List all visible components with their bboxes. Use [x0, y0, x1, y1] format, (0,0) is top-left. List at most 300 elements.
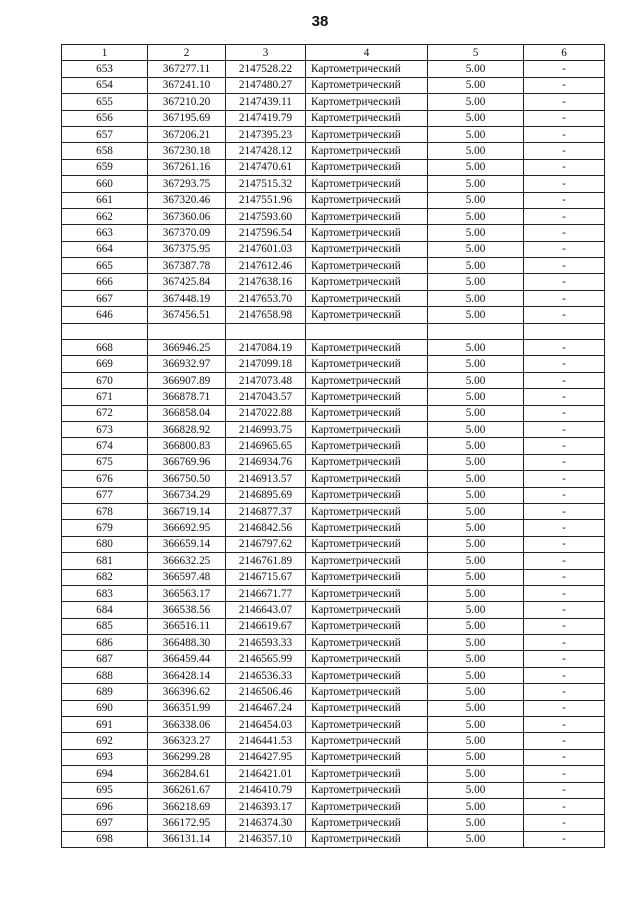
- coordinate-x-cell: 366538.56: [148, 602, 226, 618]
- note-cell: -: [524, 569, 605, 585]
- method-cell: Картометрический: [306, 618, 428, 634]
- point-number-cell: 662: [62, 208, 148, 224]
- accuracy-cell: 5.00: [428, 421, 524, 437]
- accuracy-cell: 5.00: [428, 471, 524, 487]
- coordinate-x-cell: 366488.30: [148, 635, 226, 651]
- table-row: [62, 274, 605, 290]
- accuracy-cell: 5.00: [428, 225, 524, 241]
- accuracy-cell: 5.00: [428, 667, 524, 683]
- coordinate-x-cell: 366516.11: [148, 618, 226, 634]
- accuracy-cell: 5.00: [428, 520, 524, 536]
- note-cell: -: [524, 798, 605, 814]
- coordinate-y-cell: 2146410.79: [226, 782, 306, 798]
- coordinate-y-cell: 2146913.57: [226, 471, 306, 487]
- accuracy-cell: 5.00: [428, 274, 524, 290]
- table-row: [62, 77, 605, 93]
- coordinate-x-cell: 366261.67: [148, 782, 226, 798]
- coordinate-y-cell: 2146536.33: [226, 667, 306, 683]
- point-number-cell: 685: [62, 618, 148, 634]
- accuracy-cell: 5.00: [428, 815, 524, 831]
- note-cell: -: [524, 340, 605, 356]
- accuracy-cell: 5.00: [428, 77, 524, 93]
- note-cell: -: [524, 635, 605, 651]
- table-row: [62, 110, 605, 126]
- accuracy-cell: 5.00: [428, 241, 524, 257]
- accuracy-cell: 5.00: [428, 831, 524, 847]
- note-cell: -: [524, 77, 605, 93]
- method-cell: Картометрический: [306, 176, 428, 192]
- table-row: [62, 389, 605, 405]
- table-row: [62, 405, 605, 421]
- point-number-cell: 667: [62, 290, 148, 306]
- coordinate-y-cell: 2146934.76: [226, 454, 306, 470]
- point-number-cell: 697: [62, 815, 148, 831]
- table-row: [62, 749, 605, 765]
- point-number-cell: 656: [62, 110, 148, 126]
- coordinate-x-cell: 367261.16: [148, 159, 226, 175]
- table-row: [62, 323, 605, 339]
- coordinate-y-cell: 2147428.12: [226, 143, 306, 159]
- accuracy-cell: 5.00: [428, 94, 524, 110]
- method-cell: Картометрический: [306, 208, 428, 224]
- method-cell: Картометрический: [306, 520, 428, 536]
- coordinate-x-cell: 367241.10: [148, 77, 226, 93]
- point-number-cell: 694: [62, 766, 148, 782]
- note-cell: -: [524, 192, 605, 208]
- coordinate-y-cell: 2146427.95: [226, 749, 306, 765]
- coordinate-y-cell: 2147596.54: [226, 225, 306, 241]
- point-number-cell: 670: [62, 372, 148, 388]
- accuracy-cell: 5.00: [428, 405, 524, 421]
- method-cell: Картометрический: [306, 192, 428, 208]
- accuracy-cell: 5.00: [428, 798, 524, 814]
- coordinate-y-cell: 2147395.23: [226, 126, 306, 142]
- coordinate-x-cell: 366800.83: [148, 438, 226, 454]
- note-cell: -: [524, 356, 605, 372]
- coordinate-x-cell: 367387.78: [148, 258, 226, 274]
- point-number-cell: 683: [62, 585, 148, 601]
- note-cell: -: [524, 241, 605, 257]
- note-cell: -: [524, 94, 605, 110]
- method-cell: Картометрический: [306, 143, 428, 159]
- accuracy-cell: 5.00: [428, 585, 524, 601]
- coordinate-y-cell: 2146357.10: [226, 831, 306, 847]
- accuracy-cell: 5.00: [428, 389, 524, 405]
- coordinate-x-cell: 367293.75: [148, 176, 226, 192]
- point-number-cell: 653: [62, 61, 148, 77]
- table-row: [62, 733, 605, 749]
- note-cell: -: [524, 143, 605, 159]
- coordinate-x-cell: 367448.19: [148, 290, 226, 306]
- coordinates-table: [61, 44, 605, 848]
- coordinate-y-cell: 2147551.96: [226, 192, 306, 208]
- note-cell: -: [524, 110, 605, 126]
- coordinate-y-cell: 2146643.07: [226, 602, 306, 618]
- coordinate-y-cell: 2146374.30: [226, 815, 306, 831]
- note-cell: [524, 323, 605, 339]
- coordinate-x-cell: 367360.06: [148, 208, 226, 224]
- coordinate-y-cell: [226, 323, 306, 339]
- method-cell: Картометрический: [306, 585, 428, 601]
- accuracy-cell: 5.00: [428, 340, 524, 356]
- column-header: 4: [306, 45, 428, 61]
- point-number-cell: 657: [62, 126, 148, 142]
- table-row: [62, 782, 605, 798]
- coordinate-x-cell: 366734.29: [148, 487, 226, 503]
- note-cell: -: [524, 208, 605, 224]
- coordinate-x-cell: 367210.20: [148, 94, 226, 110]
- accuracy-cell: 5.00: [428, 635, 524, 651]
- coordinate-y-cell: 2147470.61: [226, 159, 306, 175]
- accuracy-cell: 5.00: [428, 176, 524, 192]
- table-row: [62, 553, 605, 569]
- point-number-cell: 666: [62, 274, 148, 290]
- table-row: [62, 372, 605, 388]
- column-header: 3: [226, 45, 306, 61]
- table-row: [62, 766, 605, 782]
- coordinate-y-cell: 2146565.99: [226, 651, 306, 667]
- coordinate-y-cell: 2146506.46: [226, 684, 306, 700]
- table-row: [62, 159, 605, 175]
- coordinate-y-cell: 2147084.19: [226, 340, 306, 356]
- table-row: [62, 831, 605, 847]
- coordinate-x-cell: 366719.14: [148, 503, 226, 519]
- table-row: [62, 815, 605, 831]
- coordinate-x-cell: 366692.95: [148, 520, 226, 536]
- coordinate-y-cell: 2146877.37: [226, 503, 306, 519]
- table-row: [62, 225, 605, 241]
- table-body: [62, 61, 605, 848]
- coordinate-y-cell: 2146393.17: [226, 798, 306, 814]
- point-number-cell: 672: [62, 405, 148, 421]
- point-number-cell: 671: [62, 389, 148, 405]
- method-cell: Картометрический: [306, 421, 428, 437]
- note-cell: -: [524, 700, 605, 716]
- accuracy-cell: 5.00: [428, 258, 524, 274]
- method-cell: Картометрический: [306, 61, 428, 77]
- coordinate-y-cell: 2147528.22: [226, 61, 306, 77]
- column-header: 2: [148, 45, 226, 61]
- table-row: [62, 438, 605, 454]
- coordinate-y-cell: 2147073.48: [226, 372, 306, 388]
- table-row: [62, 290, 605, 306]
- table-row: [62, 798, 605, 814]
- table-row: [62, 176, 605, 192]
- coordinate-y-cell: 2147419.79: [226, 110, 306, 126]
- point-number-cell: 682: [62, 569, 148, 585]
- note-cell: -: [524, 667, 605, 683]
- note-cell: -: [524, 405, 605, 421]
- accuracy-cell: 5.00: [428, 356, 524, 372]
- note-cell: -: [524, 159, 605, 175]
- note-cell: -: [524, 61, 605, 77]
- coordinate-x-cell: 367370.09: [148, 225, 226, 241]
- note-cell: -: [524, 438, 605, 454]
- table-row: [62, 536, 605, 552]
- point-number-cell: 687: [62, 651, 148, 667]
- method-cell: Картометрический: [306, 782, 428, 798]
- point-number-cell: 679: [62, 520, 148, 536]
- note-cell: -: [524, 717, 605, 733]
- table-row: [62, 635, 605, 651]
- note-cell: -: [524, 274, 605, 290]
- method-cell: Картометрический: [306, 307, 428, 323]
- method-cell: Картометрический: [306, 766, 428, 782]
- coordinate-y-cell: 2146993.75: [226, 421, 306, 437]
- table-row: [62, 94, 605, 110]
- table-row: [62, 143, 605, 159]
- note-cell: -: [524, 684, 605, 700]
- method-cell: Картометрический: [306, 94, 428, 110]
- coordinate-y-cell: 2147601.03: [226, 241, 306, 257]
- point-number-cell: 684: [62, 602, 148, 618]
- coordinate-y-cell: 2146619.67: [226, 618, 306, 634]
- table-row: [62, 618, 605, 634]
- accuracy-cell: 5.00: [428, 487, 524, 503]
- note-cell: -: [524, 782, 605, 798]
- coordinate-y-cell: 2147612.46: [226, 258, 306, 274]
- method-cell: Картометрический: [306, 815, 428, 831]
- accuracy-cell: 5.00: [428, 700, 524, 716]
- coordinate-y-cell: 2147480.27: [226, 77, 306, 93]
- method-cell: Картометрический: [306, 717, 428, 733]
- note-cell: -: [524, 454, 605, 470]
- table-row: [62, 569, 605, 585]
- note-cell: -: [524, 553, 605, 569]
- coordinate-y-cell: 2146715.67: [226, 569, 306, 585]
- table-row: [62, 487, 605, 503]
- point-number-cell: 661: [62, 192, 148, 208]
- coordinate-x-cell: 366769.96: [148, 454, 226, 470]
- accuracy-cell: 5.00: [428, 717, 524, 733]
- coordinate-x-cell: 366907.89: [148, 372, 226, 388]
- point-number-cell: 688: [62, 667, 148, 683]
- point-number-cell: 674: [62, 438, 148, 454]
- method-cell: Картометрический: [306, 438, 428, 454]
- coordinate-x-cell: 366284.61: [148, 766, 226, 782]
- coordinate-y-cell: 2146593.33: [226, 635, 306, 651]
- note-cell: -: [524, 733, 605, 749]
- method-cell: Картометрический: [306, 651, 428, 667]
- coordinate-x-cell: 366338.06: [148, 717, 226, 733]
- page-number: 38: [311, 13, 329, 30]
- method-cell: Картометрический: [306, 126, 428, 142]
- coordinate-x-cell: 366932.97: [148, 356, 226, 372]
- coordinate-x-cell: 367456.51: [148, 307, 226, 323]
- accuracy-cell: 5.00: [428, 766, 524, 782]
- coordinate-x-cell: 366428.14: [148, 667, 226, 683]
- table-row: [62, 192, 605, 208]
- accuracy-cell: 5.00: [428, 61, 524, 77]
- method-cell: Картометрический: [306, 159, 428, 175]
- method-cell: Картометрический: [306, 553, 428, 569]
- coordinate-y-cell: 2147099.18: [226, 356, 306, 372]
- method-cell: Картометрический: [306, 749, 428, 765]
- method-cell: Картометрический: [306, 831, 428, 847]
- coordinate-x-cell: 366131.14: [148, 831, 226, 847]
- coordinate-x-cell: 366946.25: [148, 340, 226, 356]
- point-number-cell: 689: [62, 684, 148, 700]
- note-cell: -: [524, 487, 605, 503]
- note-cell: -: [524, 290, 605, 306]
- method-cell: Картометрический: [306, 241, 428, 257]
- point-number-cell: 693: [62, 749, 148, 765]
- coordinate-y-cell: 2147439.11: [226, 94, 306, 110]
- table-row: [62, 421, 605, 437]
- column-header: 5: [428, 45, 524, 61]
- table-row: [62, 520, 605, 536]
- table-row: [62, 356, 605, 372]
- accuracy-cell: 5.00: [428, 372, 524, 388]
- method-cell: Картометрический: [306, 733, 428, 749]
- coordinate-y-cell: 2147593.60: [226, 208, 306, 224]
- accuracy-cell: 5.00: [428, 536, 524, 552]
- accuracy-cell: 5.00: [428, 454, 524, 470]
- note-cell: -: [524, 471, 605, 487]
- point-number-cell: 696: [62, 798, 148, 814]
- accuracy-cell: 5.00: [428, 651, 524, 667]
- point-number-cell: 668: [62, 340, 148, 356]
- accuracy-cell: 5.00: [428, 143, 524, 159]
- point-number-cell: 655: [62, 94, 148, 110]
- point-number-cell: 678: [62, 503, 148, 519]
- note-cell: -: [524, 176, 605, 192]
- point-number-cell: 660: [62, 176, 148, 192]
- coordinate-y-cell: 2147658.98: [226, 307, 306, 323]
- point-number-cell: 686: [62, 635, 148, 651]
- point-number-cell: 698: [62, 831, 148, 847]
- accuracy-cell: 5.00: [428, 749, 524, 765]
- coordinate-x-cell: 366218.69: [148, 798, 226, 814]
- accuracy-cell: 5.00: [428, 208, 524, 224]
- note-cell: -: [524, 372, 605, 388]
- method-cell: Картометрический: [306, 798, 428, 814]
- point-number-cell: 691: [62, 717, 148, 733]
- accuracy-cell: 5.00: [428, 733, 524, 749]
- coordinate-y-cell: 2146761.89: [226, 553, 306, 569]
- coordinate-x-cell: 366323.27: [148, 733, 226, 749]
- accuracy-cell: 5.00: [428, 569, 524, 585]
- note-cell: -: [524, 831, 605, 847]
- accuracy-cell: 5.00: [428, 684, 524, 700]
- point-number-cell: 669: [62, 356, 148, 372]
- note-cell: -: [524, 421, 605, 437]
- coordinate-x-cell: 366632.25: [148, 553, 226, 569]
- coordinate-x-cell: 366858.04: [148, 405, 226, 421]
- accuracy-cell: [428, 323, 524, 339]
- point-number-cell: 658: [62, 143, 148, 159]
- accuracy-cell: 5.00: [428, 192, 524, 208]
- note-cell: -: [524, 815, 605, 831]
- note-cell: -: [524, 651, 605, 667]
- table-row: [62, 61, 605, 77]
- point-number-cell: 659: [62, 159, 148, 175]
- point-number-cell: 681: [62, 553, 148, 569]
- table-row: [62, 700, 605, 716]
- table-row: [62, 126, 605, 142]
- coordinate-y-cell: 2146441.53: [226, 733, 306, 749]
- column-header: 1: [62, 45, 148, 61]
- coordinate-y-cell: 2147043.57: [226, 389, 306, 405]
- method-cell: Картометрический: [306, 77, 428, 93]
- note-cell: -: [524, 602, 605, 618]
- coordinate-x-cell: 367230.18: [148, 143, 226, 159]
- table-row: [62, 258, 605, 274]
- point-number-cell: 664: [62, 241, 148, 257]
- method-cell: Картометрический: [306, 635, 428, 651]
- coordinate-x-cell: 367206.21: [148, 126, 226, 142]
- coordinate-y-cell: 2146421.01: [226, 766, 306, 782]
- table-row: [62, 651, 605, 667]
- method-cell: Картометрический: [306, 700, 428, 716]
- coordinate-y-cell: 2146467.24: [226, 700, 306, 716]
- accuracy-cell: 5.00: [428, 618, 524, 634]
- coordinate-x-cell: 366750.50: [148, 471, 226, 487]
- note-cell: -: [524, 307, 605, 323]
- method-cell: Картометрический: [306, 225, 428, 241]
- method-cell: [306, 323, 428, 339]
- table-row: [62, 585, 605, 601]
- coordinate-x-cell: 366878.71: [148, 389, 226, 405]
- point-number-cell: 675: [62, 454, 148, 470]
- point-number-cell: 690: [62, 700, 148, 716]
- coordinate-y-cell: 2147653.70: [226, 290, 306, 306]
- coordinate-x-cell: 367375.95: [148, 241, 226, 257]
- method-cell: Картометрический: [306, 569, 428, 585]
- point-number-cell: 646: [62, 307, 148, 323]
- table-row: [62, 340, 605, 356]
- coordinate-y-cell: 2146454.03: [226, 717, 306, 733]
- method-cell: Картометрический: [306, 340, 428, 356]
- coordinate-x-cell: 366659.14: [148, 536, 226, 552]
- method-cell: Картометрический: [306, 258, 428, 274]
- note-cell: -: [524, 520, 605, 536]
- method-cell: Картометрический: [306, 536, 428, 552]
- accuracy-cell: 5.00: [428, 126, 524, 142]
- point-number-cell: 695: [62, 782, 148, 798]
- coordinate-x-cell: 366828.92: [148, 421, 226, 437]
- note-cell: -: [524, 749, 605, 765]
- note-cell: -: [524, 225, 605, 241]
- point-number-cell: 677: [62, 487, 148, 503]
- coordinate-x-cell: 366459.44: [148, 651, 226, 667]
- table-row: [62, 241, 605, 257]
- method-cell: Картометрический: [306, 503, 428, 519]
- accuracy-cell: 5.00: [428, 503, 524, 519]
- table-row: [62, 503, 605, 519]
- table-row: [62, 684, 605, 700]
- coordinate-y-cell: 2147022.88: [226, 405, 306, 421]
- point-number-cell: 665: [62, 258, 148, 274]
- note-cell: -: [524, 258, 605, 274]
- accuracy-cell: 5.00: [428, 602, 524, 618]
- method-cell: Картометрический: [306, 372, 428, 388]
- method-cell: Картометрический: [306, 487, 428, 503]
- coordinate-x-cell: 366563.17: [148, 585, 226, 601]
- coordinate-y-cell: 2146797.62: [226, 536, 306, 552]
- method-cell: Картометрический: [306, 274, 428, 290]
- method-cell: Картометрический: [306, 667, 428, 683]
- coordinate-x-cell: 366299.28: [148, 749, 226, 765]
- note-cell: -: [524, 536, 605, 552]
- note-cell: -: [524, 618, 605, 634]
- method-cell: Картометрический: [306, 356, 428, 372]
- coordinate-x-cell: 367425.84: [148, 274, 226, 290]
- accuracy-cell: 5.00: [428, 290, 524, 306]
- method-cell: Картометрический: [306, 405, 428, 421]
- table-row: [62, 717, 605, 733]
- point-number-cell: [62, 323, 148, 339]
